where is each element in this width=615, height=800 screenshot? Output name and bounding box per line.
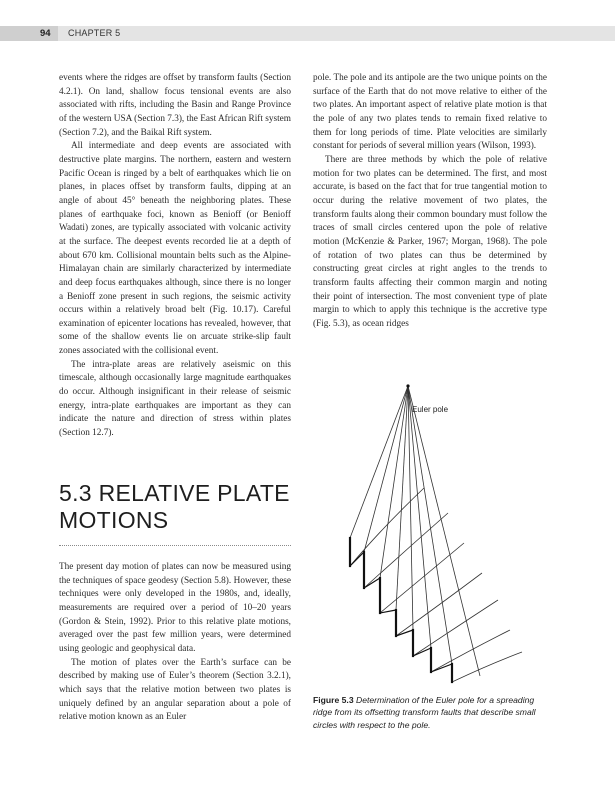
great-circle-line xyxy=(364,386,408,552)
euler-pole-diagram xyxy=(330,378,540,688)
figure-euler-pole-diagram xyxy=(330,378,540,688)
figure-caption xyxy=(313,694,547,731)
right-column-top xyxy=(313,72,547,331)
transform-fault xyxy=(350,552,364,566)
great-circle-line xyxy=(408,386,431,648)
transform-fault-arc xyxy=(380,543,464,613)
paragraph: events where the ridges are offset by transform faults (Section 4.2.1). On land, shallow focus tensional events are also associated with rifts, including the Basin and Range Province of the western USA (Section 7.3), the East African Rift system (Section 7.2), and the Baikal Rift system. xyxy=(59,73,291,138)
transform-fault xyxy=(364,578,380,588)
great-circle-line xyxy=(396,386,408,610)
left-column-bottom xyxy=(59,561,291,725)
paragraph: The intra-plate areas are relatively aseismic on this timescale, although occasionally large magnitude earthquakes do occur. Although insignificant in their release of seismic energy, intra-plate earthquakes are important as they can indicate the nature and direction of stress within plates (Section 12.7). xyxy=(59,359,291,439)
figure-caption-text: Determination of the Euler pole for a spreading ridge from its offsetting transform faults that describe small circles with respect to the pole. xyxy=(313,695,536,730)
paragraph: There are three methods by which the pole of relative motion for two plates can be determined. The first, and most accurate, is based on the fact that for true tangential motion to occur during the relative movement of two plates, the transform faults along their common boundary must follow the traces of small circles centered upon the pole of relative motion (McKenzie & Parker, 1967; Morgan, 1968). The pole of rotation of two plates can thus be determined by constructing great circles at right angles to the trends to transform faults affecting their common margin and noting their point of intersection. The most convenient type of plate margin to which to apply this technique is the accretive type (Fig. 5.3), as ocean ridges xyxy=(313,154,547,329)
left-column-top xyxy=(59,72,291,441)
great-circle-line xyxy=(408,386,413,630)
great-circle-line xyxy=(380,386,408,578)
section-heading: 5.3 RELATIVE PLATE MOTIONS xyxy=(59,480,290,533)
figure-caption-label: Figure 5.3 xyxy=(313,695,354,705)
great-circle-line xyxy=(350,386,408,538)
transform-fault-arc xyxy=(413,600,498,656)
paragraph: All intermediate and deep events are associated with destructive plate margins. The northern, eastern and western Pacific Ocean is ringed by a belt of earthquakes which lie on planes, in places offset by transform faults, dipping at an angle of about 45° beneath the neighboring plates. These planes of earthquake foci, known as Benioff (or Benioff Wadati) zones, are typically associated with volcanic activity at the surface. The deepest events recorded lie at a depth of about 670 km. Collisional mountain belts such as the Alpine-Himalayan chain are similarly characterized by intermediate and deep focus earthquakes although, since there is no longer a Benioff zone present in such regions, the seismic activity occurs within a relatively broad belt (Fig. 10.17). Careful examination of epicenter locations has revealed, however, that some of the shallow events lie on arcuate strike-slip fault zones associated with the collisional event. xyxy=(59,141,291,357)
paragraph: The present day motion of plates can now be measured using the techniques of space geodesy (Section 5.8). However, these techniques were only developed in the 1980s, and, ideally, measurements are required over a period of 10–20 years (Gordon & Stein, 1992). Prior to this relative plate motions, averaged over the past few million years, were determined using geologic and geophysical data. xyxy=(59,562,291,654)
page-number: 94 xyxy=(40,28,51,39)
transform-fault xyxy=(413,648,431,656)
running-header xyxy=(0,26,615,41)
transform-fault-arc xyxy=(452,652,522,682)
paragraph: pole. The pole and its antipole are the two unique points on the surface of the Earth that do not move relative to either of the two plates. An important aspect of relative plate motion is that the pole of any two plates tends to remain fixed relative to them for long periods of time. Plate velocities are similarly constant for periods of several million years (Wilson, 1993). xyxy=(313,73,547,152)
euler-pole-marker xyxy=(406,384,409,387)
great-circle-line xyxy=(408,386,480,676)
transform-fault xyxy=(431,664,452,672)
transform-fault-arc xyxy=(364,513,448,588)
dotted-divider xyxy=(59,545,291,546)
chapter-title: CHAPTER 5 xyxy=(68,28,121,38)
paragraph: The motion of plates over the Earth’s surface can be described by making use of Euler’s theorem (Section 3.2.1), which says that the relative motion between two plates is uniquely defined by an angular separation about a pole of relative motion known as an Euler xyxy=(59,657,291,723)
euler-pole-label: Euler pole xyxy=(412,405,449,414)
transform-fault xyxy=(396,630,413,636)
